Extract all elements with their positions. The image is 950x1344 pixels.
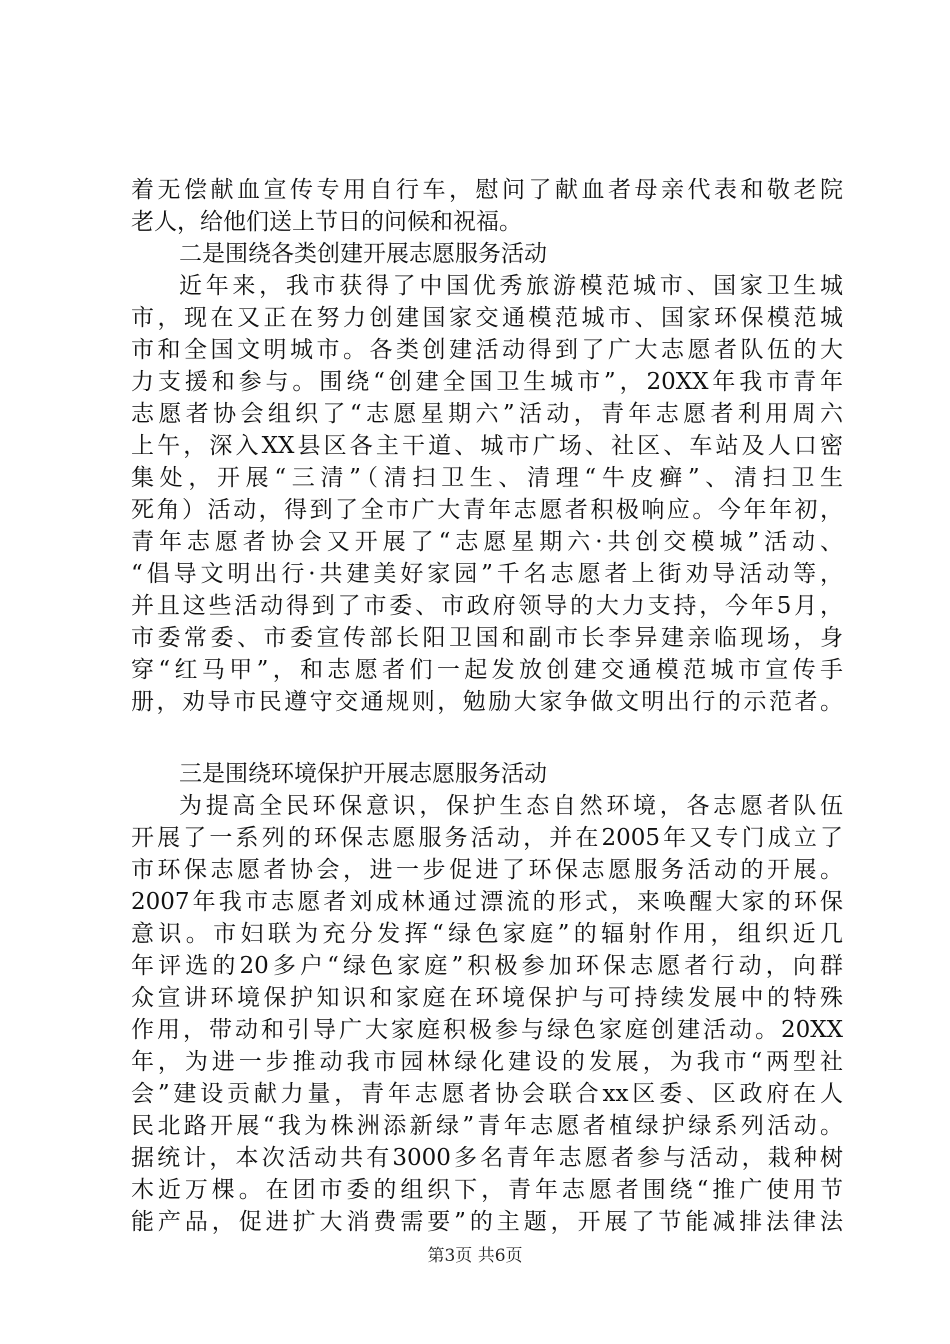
text-line: 册，劝导市民遵守交通规则，勉励大家争做文明出行的示范者。 bbox=[131, 689, 843, 715]
text-line: 老人，给他们送上节日的问候和祝福。 bbox=[131, 209, 522, 235]
text-line: 志愿者协会组织了“志愿星期六”活动，青年志愿者利用周六 bbox=[131, 401, 843, 427]
text-line: 上午，深入XX县区各主干道、城市广场、社区、车站及人口密 bbox=[131, 433, 843, 459]
text-line: 众宣讲环境保护知识和家庭在环境保护与可持续发展中的特殊 bbox=[131, 985, 843, 1011]
text-line: 穿“红马甲”，和志愿者们一起发放创建交通模范城市宣传手 bbox=[131, 657, 843, 683]
text-line: 死角）活动，得到了全市广大青年志愿者积极响应。今年年初， bbox=[131, 497, 843, 523]
text-line: 2007年我市志愿者刘成林通过漂流的形式，来唤醒大家的环保 bbox=[131, 889, 843, 915]
text-line: 力支援和参与。围绕“创建全国卫生城市”，20XX年我市青年 bbox=[131, 369, 843, 395]
text-line: 开展了一系列的环保志愿服务活动，并在2005年又专门成立了 bbox=[131, 825, 843, 851]
document-body bbox=[131, 174, 843, 1238]
text-line: 近年来，我市获得了中国优秀旅游模范城市、国家卫生城 bbox=[179, 273, 843, 299]
text-line: 三是围绕环境保护开展志愿服务活动 bbox=[179, 761, 547, 787]
text-line: 为提高全民环保意识，保护生态自然环境，各志愿者队伍 bbox=[179, 793, 843, 819]
text-line: 据统计，本次活动共有3000多名青年志愿者参与活动，栽种树 bbox=[131, 1145, 843, 1171]
page-footer: 第3页 共6页 bbox=[427, 1246, 523, 1266]
text-line: 并且这些活动得到了市委、市政府领导的大力支持，今年5月， bbox=[131, 593, 843, 619]
text-line: 二是围绕各类创建开展志愿服务活动 bbox=[179, 241, 547, 267]
text-line: 作用，带动和引导广大家庭积极参与绿色家庭创建活动。20XX bbox=[131, 1017, 843, 1043]
text-line: 会”建设贡献力量，青年志愿者协会联合xx区委、区政府在人 bbox=[131, 1081, 843, 1107]
text-line: 年，为进一步推动我市园林绿化建设的发展，为我市“两型社 bbox=[131, 1049, 843, 1075]
text-line: “倡导文明出行·共建美好家园”千名志愿者上街劝导活动等， bbox=[131, 561, 843, 587]
text-line: 市，现在又正在努力创建国家交通模范城市、国家环保模范城 bbox=[131, 305, 843, 331]
text-line: 木近万棵。在团市委的组织下，青年志愿者围绕“推广使用节 bbox=[131, 1177, 843, 1203]
text-line: 能产品，促进扩大消费需要”的主题，开展了节能减排法律法 bbox=[131, 1209, 843, 1235]
text-line: 青年志愿者协会又开展了“志愿星期六·共创交模城”活动、 bbox=[131, 529, 843, 555]
text-line: 年评选的20多户“绿色家庭”积极参加环保志愿者行动，向群 bbox=[131, 953, 843, 979]
text-line: 市和全国文明城市。各类创建活动得到了广大志愿者队伍的大 bbox=[131, 337, 843, 363]
text-line: 意识。市妇联为充分发挥“绿色家庭”的辐射作用，组织近几 bbox=[131, 921, 843, 947]
text-line: 集处，开展“三清”（清扫卫生、清理“牛皮癣”、清扫卫生 bbox=[131, 465, 843, 491]
text-line: 市委常委、市委宣传部长阳卫国和副市长李异建亲临现场，身 bbox=[131, 625, 843, 651]
blank-line bbox=[131, 718, 843, 758]
text-line: 市环保志愿者协会，进一步促进了环保志愿服务活动的开展。 bbox=[131, 857, 843, 883]
text-line: 着无偿献血宣传专用自行车，慰问了献血者母亲代表和敬老院 bbox=[131, 177, 843, 203]
text-line: 民北路开展“我为株洲添新绿”青年志愿者植绿护绿系列活动。 bbox=[131, 1113, 843, 1139]
